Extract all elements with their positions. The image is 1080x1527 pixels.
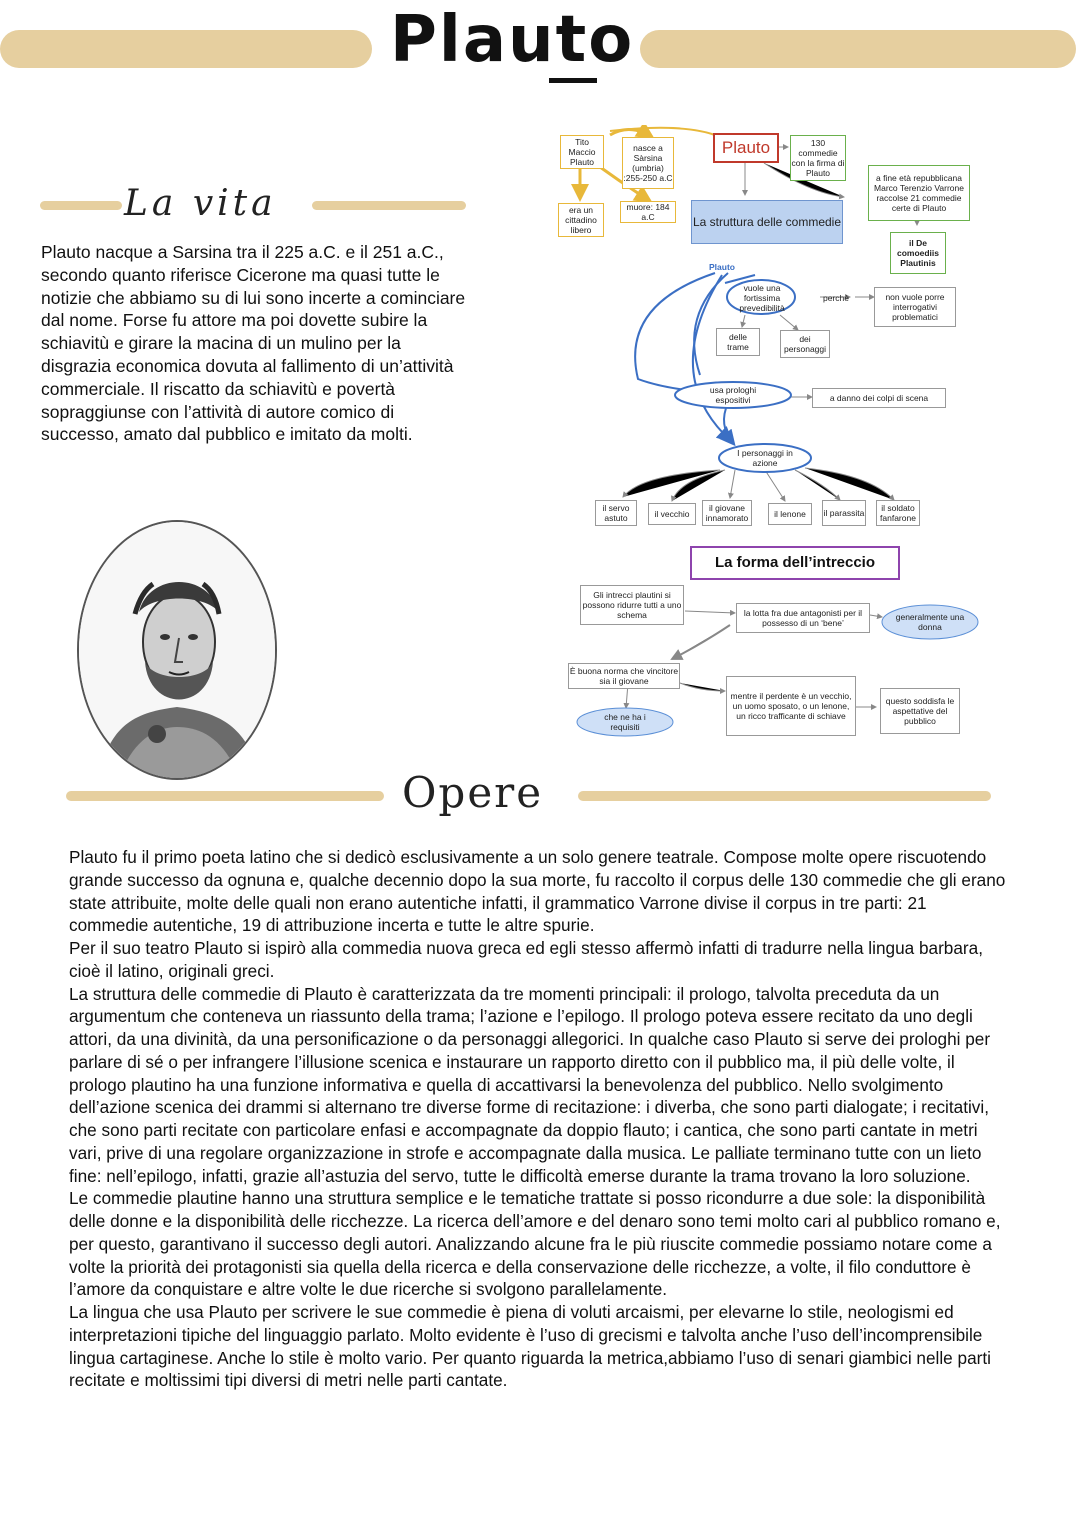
map-prologhi: usa prologhi espositivi <box>709 385 757 405</box>
map-forma: La forma dell’intreccio <box>690 546 900 580</box>
map-perdente: mentre il perdente è un vecchio, un uomo sposato, o un lenone, un ricco trafficante di schiave <box>726 676 856 736</box>
opere-paragraph: La lingua che usa Plauto per scrivere le sue commedie è piena di voluti arcaismi, per elevarne lo stile, neologismi ed interpretazioni tipiche del linguaggio parlato. Molto evidente è l’uso di grecismi e talvolta anche l’uso dell’incomprensibile lingua cartaginese. Anche lo stile è molto vario. Per quanto riguarda la metrica,abbiamo l’uso di senari giambici nelle parti recitate e moltissimi tipi diversi di metri nelle parti cantate. <box>69 1302 991 1391</box>
map-requisiti: che ne ha i requisiti <box>604 712 646 732</box>
vita-bar-right <box>312 201 466 210</box>
map-dei-personaggi: dei personaggi <box>780 330 830 358</box>
title-underline <box>549 78 597 83</box>
map-cittadino: era un cittadino libero <box>558 203 604 237</box>
map-soddisfa: questo soddisfa le aspettative del pubblico <box>880 688 960 734</box>
map-varrone: a fine età repubblicana Marco Terenzio Varrone raccolse 21 commedie certe di Plauto <box>868 165 970 221</box>
map-tito: Tito Maccio Plauto <box>560 135 604 169</box>
opere-heading: Opere <box>402 768 544 817</box>
header-bar-right <box>640 30 1076 68</box>
vita-text: Plauto nacque a Sarsina tra il 225 a.C. e il 251 a.C., secondo quanto riferisce Cicerone ma quasi tutte le notizie che abbiamo su di lui sono incerte a cominciare dal nome. Forse fu attore ma poi dovette subire la schiavitù e girare la macina di un mulino per la disgrazia economica dovuta al fallimento di un’attività commerciale. Il riscatto da schiavitù e povertà sopraggiunse con l’attività di autore comico di successo, amato dal pubblico e imitato da molti. <box>41 242 466 445</box>
map-non-vuole: non vuole porre interrogativi problematici <box>874 287 956 327</box>
map-servo: il servo astuto <box>595 500 637 526</box>
map-personaggi-azione: I personaggi in azione <box>737 448 793 468</box>
map-130-commedie: 130 commedie con la firma di Plauto <box>790 135 846 181</box>
opere-bar-right <box>578 791 991 801</box>
page-title: Plauto <box>390 3 635 77</box>
opere-text <box>69 846 1009 1392</box>
opere-paragraph: Plauto fu il primo poeta latino che si dedicò esclusivamente a un solo genere teatrale. Compose molte opere riscuotendo grande successo da ognuna e, qualche decennio dopo la sua morte, fu raccolto il corpus delle 130 commedie che gli erano state attribuite, molte delle quali non erano autentiche infatti, il grammatico Varrone divise il corpus in tre parti: 21 commedie autentiche, 19 di attribuzione incerta e tutte le altre spurie. <box>69 847 1006 936</box>
map-intrecci: Gli intrecci plautini si possono ridurre tutti a uno schema <box>580 585 684 625</box>
map-de-comoediis: il De comoediis Plautinis <box>890 232 946 274</box>
opere-paragraph: La struttura delle commedie di Plauto è caratterizzata da tre momenti principali: il prologo, talvolta preceduta da un argumentum che conteneva un riassunto della trama; l’azione e l’epilogo. Il prologo poteva essere recitato da uno degli attori, da una divinità, da una personificazione o da personaggi allegorici. In qualche caso Plauto si serve dei prologhi per parlare di sé o per infrangere l’illusione scenica e instaurare un rapporto diretto con il pubblico ma, il più delle volte, il prologo plautino ha una funzione informativa e quella di accattivarsi la benevolenza del pubblico. Nello svolgimento dell’azione scenica dei drammi si alternano tre diverse forme di recitazione: i diverba, che sono parti dialogate; i recitativi, che sono parti recitate con particolare enfasi e accompagnate da doppio flauto; i cantica, che sono parti cantate in metri vari, prive di una regolare organizzazione in strofe e accompagnate dalla musica. Le palliate terminano tutte con un lieto fine: nell’epilogo, infatti, grazie all’astuzia del servo, tutte le difficoltà emerse durante la trama trovano la loro soluzione. <box>69 983 991 1186</box>
plauto-portrait <box>77 520 277 780</box>
map-donna: generalmente una donna <box>895 612 965 632</box>
map-soldato: il soldato fanfarone <box>876 500 920 526</box>
opere-bar-left <box>66 791 384 801</box>
map-parassita: il parassita <box>822 500 866 526</box>
opere-paragraph: Le commedie plautine hanno una struttura semplice e le tematiche trattate si posso ricondurre a due sole: la disponibilità delle donne e la disponibilità delle ricchezze. La ricerca dell’amore e del denaro sono temi molto cari al pubblico romano e, per questo, garantivano il successo degli autori. Analizzando alcune fra le più riuscite commedie possiamo notare come a volte la priorità dei protagonisti sia quella della ricerca e della conservazione delle ricchezze, a volte, il filo conduttore è l’amore da conquistare e altre volte le due ricerche si svolgono parallelamente. <box>69 1188 1001 1300</box>
map-lenone: il lenone <box>768 503 812 525</box>
map-perche: perchè <box>823 293 849 303</box>
map-nasce: nasce a Sàrsina (umbria) :255-250 a.C <box>622 137 674 189</box>
map-vecchio: il vecchio <box>648 503 696 525</box>
map-giovane: il giovane innamorato <box>702 500 752 526</box>
header-bar-left <box>0 30 372 68</box>
map-norma: È buona norma che vincitore sia il giovane <box>568 663 680 689</box>
map-danno: a danno dei colpi di scena <box>812 388 946 408</box>
map-delle-trame: delle trame <box>716 328 760 356</box>
map-lotta: la lotta fra due antagonisti per il possesso di un ‘bene’ <box>736 603 870 633</box>
map-muore: muore: 184 a.C <box>620 201 676 223</box>
map-plauto-small: Plauto <box>709 262 735 272</box>
map-struttura: La struttura delle commedie <box>691 200 843 244</box>
map-prevedibilita: vuole una fortissima prevedibilità <box>739 283 785 313</box>
concept-map <box>550 125 1010 745</box>
vita-heading: La vita <box>124 183 277 224</box>
map-plauto: Plauto <box>713 133 779 163</box>
vita-bar-left <box>40 201 122 210</box>
opere-paragraph: Per il suo teatro Plauto si ispirò alla commedia nuova greca ed egli stesso affermò infatti di tradurre nella lingua barbara, cioè il latino, originali greci. <box>69 938 983 981</box>
